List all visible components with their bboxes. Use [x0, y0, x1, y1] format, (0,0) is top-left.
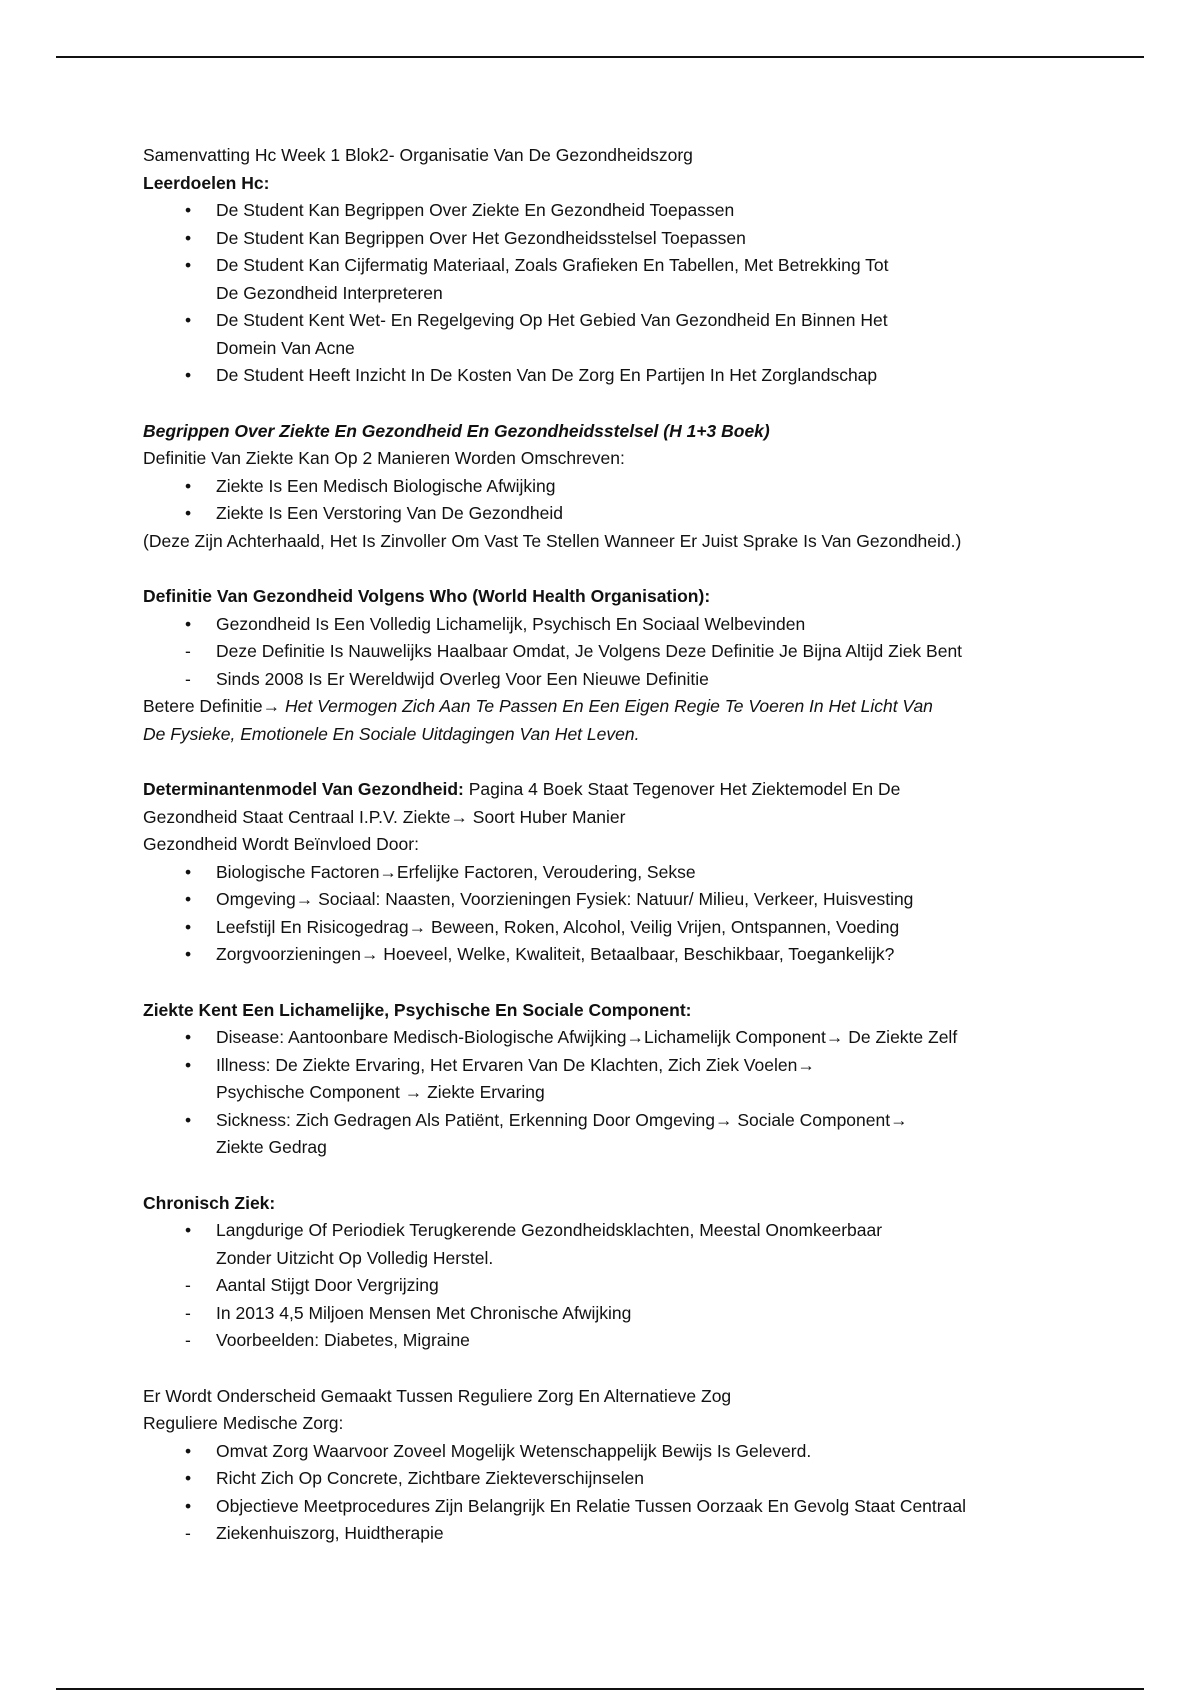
bullet-icon: • — [185, 861, 192, 882]
list-item — [143, 1520, 1143, 1548]
bullet-icon: • — [185, 227, 192, 248]
begrippen-heading: Begrippen Over Ziekte En Gezondheid En Gezondheidsstelsel (H 1+3 Boek) — [143, 420, 770, 441]
determinanten-text-2: Gezondheid Staat Centraal I.P.V. Ziekte→ Soort Huber Manier — [143, 806, 626, 827]
list-item-text: Illness: De Ziekte Ervaring, Het Ervaren Van De Klachten, Zich Ziek Voelen→ — [216, 1054, 815, 1075]
betere-definitie — [143, 693, 1143, 721]
list-item-text: De Student Kan Begrippen Over Ziekte En Gezondheid Toepassen — [216, 200, 735, 220]
bullet-icon: • — [185, 503, 192, 523]
list-item-text: Zonder Uitzicht Op Volledig Herstel. — [216, 1247, 494, 1268]
determinanten-list — [143, 859, 1143, 969]
list-item — [143, 197, 1143, 225]
bullet-icon: • — [185, 1468, 192, 1488]
bullet-icon: • — [185, 889, 192, 909]
list-item-text: Ziekte Is Een Medisch Biologische Afwijking — [216, 475, 556, 496]
bullet-icon: • — [185, 613, 192, 634]
bullet-icon: • — [185, 944, 192, 964]
bullet-icon: • — [185, 310, 192, 330]
bullet-icon: • — [185, 200, 192, 220]
list-item — [143, 1327, 1143, 1355]
list-item — [143, 1052, 1143, 1107]
reguliere-zorg-list — [143, 1438, 1143, 1548]
betere-definitie-label: Betere Definitie→ — [143, 696, 286, 716]
list-item — [143, 666, 1143, 694]
list-item-text: Psychische Component → Ziekte Ervaring — [216, 1082, 545, 1102]
bullet-icon: • — [185, 1054, 192, 1075]
list-item — [143, 859, 1143, 887]
betere-definitie-text-2: De Fysieke, Emotionele En Sociale Uitdagingen Van Het Leven. — [143, 723, 640, 744]
list-item — [143, 914, 1143, 942]
determinanten-heading: Determinantenmodel Van Gezondheid: — [143, 779, 464, 799]
dash-icon: - — [185, 1302, 191, 1323]
list-item — [143, 307, 1143, 362]
list-item-text: Omgeving→ Sociaal: Naasten, Voorzieningen Fysiek: Natuur/ Milieu, Verkeer, Huisvesting — [216, 889, 914, 909]
bullet-icon: • — [185, 1440, 192, 1461]
dash-icon: - — [185, 1275, 191, 1295]
determinanten-text: Pagina 4 Boek Staat Tegenover Het Ziektemodel En De — [463, 779, 901, 799]
list-item-text: Ziekte Is Een Verstoring Van De Gezondheid — [216, 503, 563, 523]
bottom-rule — [56, 1688, 1144, 1690]
list-item-text: Ziekenhuiszorg, Huidtherapie — [216, 1523, 444, 1543]
betere-definitie-text: Het Vermogen Zich Aan Te Passen En Een Eigen Regie Te Voeren In Het Licht Van — [285, 696, 933, 716]
list-item-text: Disease: Aantoonbare Medisch-Biologische Afwijking→Lichamelijk Component→ De Ziekte Zelf — [216, 1027, 958, 1047]
componenten-list — [143, 1024, 1143, 1162]
list-item-text: De Student Kan Cijfermatig Materiaal, Zoals Grafieken En Tabellen, Met Betrekking Tot — [216, 255, 889, 275]
reguliere-zorg-heading: Reguliere Medische Zorg: — [143, 1413, 344, 1433]
list-item-text: De Student Kan Begrippen Over Het Gezondheidsstelsel Toepassen — [216, 227, 746, 248]
list-item-text: Sickness: Zich Gedragen Als Patiënt, Erkenning Door Omgeving→ Sociale Component→ — [216, 1109, 908, 1130]
list-item-text: Voorbeelden: Diabetes, Migraine — [216, 1330, 470, 1350]
determinanten-paragraph — [143, 776, 1143, 804]
bullet-icon: • — [185, 1109, 192, 1130]
list-item-text: Deze Definitie Is Nauwelijks Haalbaar Omdat, Je Volgens Deze Definitie Je Bijna Altijd Ziek Bent — [216, 641, 963, 661]
bullet-icon: • — [185, 1495, 192, 1516]
bullet-icon: • — [185, 1027, 192, 1047]
chronisch-heading: Chronisch Ziek: — [143, 1192, 276, 1213]
list-item — [143, 225, 1143, 253]
determinanten-text-3: Gezondheid Wordt Beïnvloed Door: — [143, 834, 419, 854]
list-item-text: Objectieve Meetprocedures Zijn Belangrijk En Relatie Tussen Oorzaak En Gevolg Staat Centraal — [216, 1495, 966, 1516]
dash-icon: - — [185, 668, 191, 689]
list-item — [143, 252, 1143, 307]
bullet-icon: • — [185, 365, 192, 385]
zorg-intro: Er Wordt Onderscheid Gemaakt Tussen Reguliere Zorg En Alternatieve Zog — [143, 1385, 732, 1406]
list-item-text: De Gezondheid Interpreteren — [216, 282, 443, 303]
list-item-text: Ziekte Gedrag — [216, 1137, 327, 1157]
dash-icon: - — [185, 641, 191, 661]
leerdoelen-heading: Leerdoelen Hc: — [143, 172, 270, 193]
begrippen-intro: Definitie Van Ziekte Kan Op 2 Manieren Worden Omschreven: — [143, 448, 625, 468]
list-item — [143, 1024, 1143, 1052]
list-item-text: Domein Van Acne — [216, 337, 355, 358]
list-item — [143, 1217, 1143, 1272]
list-item — [143, 611, 1143, 639]
bullet-icon: • — [185, 1220, 192, 1240]
list-item-text: In 2013 4,5 Miljoen Mensen Met Chronische Afwijking — [216, 1302, 632, 1323]
who-list — [143, 611, 1143, 694]
list-item — [143, 1300, 1143, 1328]
list-item — [143, 886, 1143, 914]
list-item — [143, 500, 1143, 528]
list-item — [143, 473, 1143, 501]
list-item-text: Richt Zich Op Concrete, Zichtbare Ziekteverschijnselen — [216, 1468, 644, 1488]
top-rule — [56, 56, 1144, 58]
componenten-heading: Ziekte Kent Een Lichamelijke, Psychische En Sociale Component: — [143, 999, 692, 1020]
list-item — [143, 1107, 1143, 1162]
list-item — [143, 1493, 1143, 1521]
dash-icon: - — [185, 1523, 191, 1543]
who-heading: Definitie Van Gezondheid Volgens Who (World Health Organisation): — [143, 586, 711, 606]
list-item-text: Aantal Stijgt Door Vergrijzing — [216, 1275, 439, 1295]
bullet-icon: • — [185, 916, 192, 937]
list-item-text: Langdurige Of Periodiek Terugkerende Gezondheidsklachten, Meestal Onomkeerbaar — [216, 1220, 883, 1240]
list-item — [143, 941, 1143, 969]
list-item — [143, 1465, 1143, 1493]
list-item-text: Zorgvoorzieningen→ Hoeveel, Welke, Kwaliteit, Betaalbaar, Beschikbaar, Toegankelijk? — [216, 944, 895, 964]
dash-icon: - — [185, 1330, 191, 1350]
list-item-text: Omvat Zorg Waarvoor Zoveel Mogelijk Wetenschappelijk Bewijs Is Geleverd. — [216, 1440, 812, 1461]
bullet-icon: • — [185, 255, 192, 275]
list-item — [143, 1438, 1143, 1466]
list-item-text: Biologische Factoren→Erfelijke Factoren, Veroudering, Sekse — [216, 861, 696, 882]
chronisch-list — [143, 1217, 1143, 1355]
list-item-text: De Student Heeft Inzicht In De Kosten Van De Zorg En Partijen In Het Zorglandschap — [216, 365, 878, 385]
leerdoelen-list — [143, 197, 1143, 390]
list-item-text: Gezondheid Is Een Volledig Lichamelijk, Psychisch En Sociaal Welbevinden — [216, 613, 806, 634]
list-item-text: Sinds 2008 Is Er Wereldwijd Overleg Voor Een Nieuwe Definitie — [216, 668, 709, 689]
list-item — [143, 638, 1143, 666]
list-item-text: De Student Kent Wet- En Regelgeving Op Het Gebied Van Gezondheid En Binnen Het — [216, 310, 888, 330]
begrippen-note: (Deze Zijn Achterhaald, Het Is Zinvoller Om Vast Te Stellen Wanneer Er Juist Sprake Is Van Gezondheid.) — [143, 530, 962, 551]
document-title: Samenvatting Hc Week 1 Blok2- Organisatie Van De Gezondheidszorg — [143, 145, 693, 165]
ziekte-definitie-list — [143, 473, 1143, 528]
list-item — [143, 362, 1143, 390]
list-item — [143, 1272, 1143, 1300]
document-body — [143, 142, 1143, 1548]
list-item-text: Leefstijl En Risicogedrag→ Beween, Roken, Alcohol, Veilig Vrijen, Ontspannen, Voeding — [216, 916, 900, 937]
bullet-icon: • — [185, 475, 192, 496]
